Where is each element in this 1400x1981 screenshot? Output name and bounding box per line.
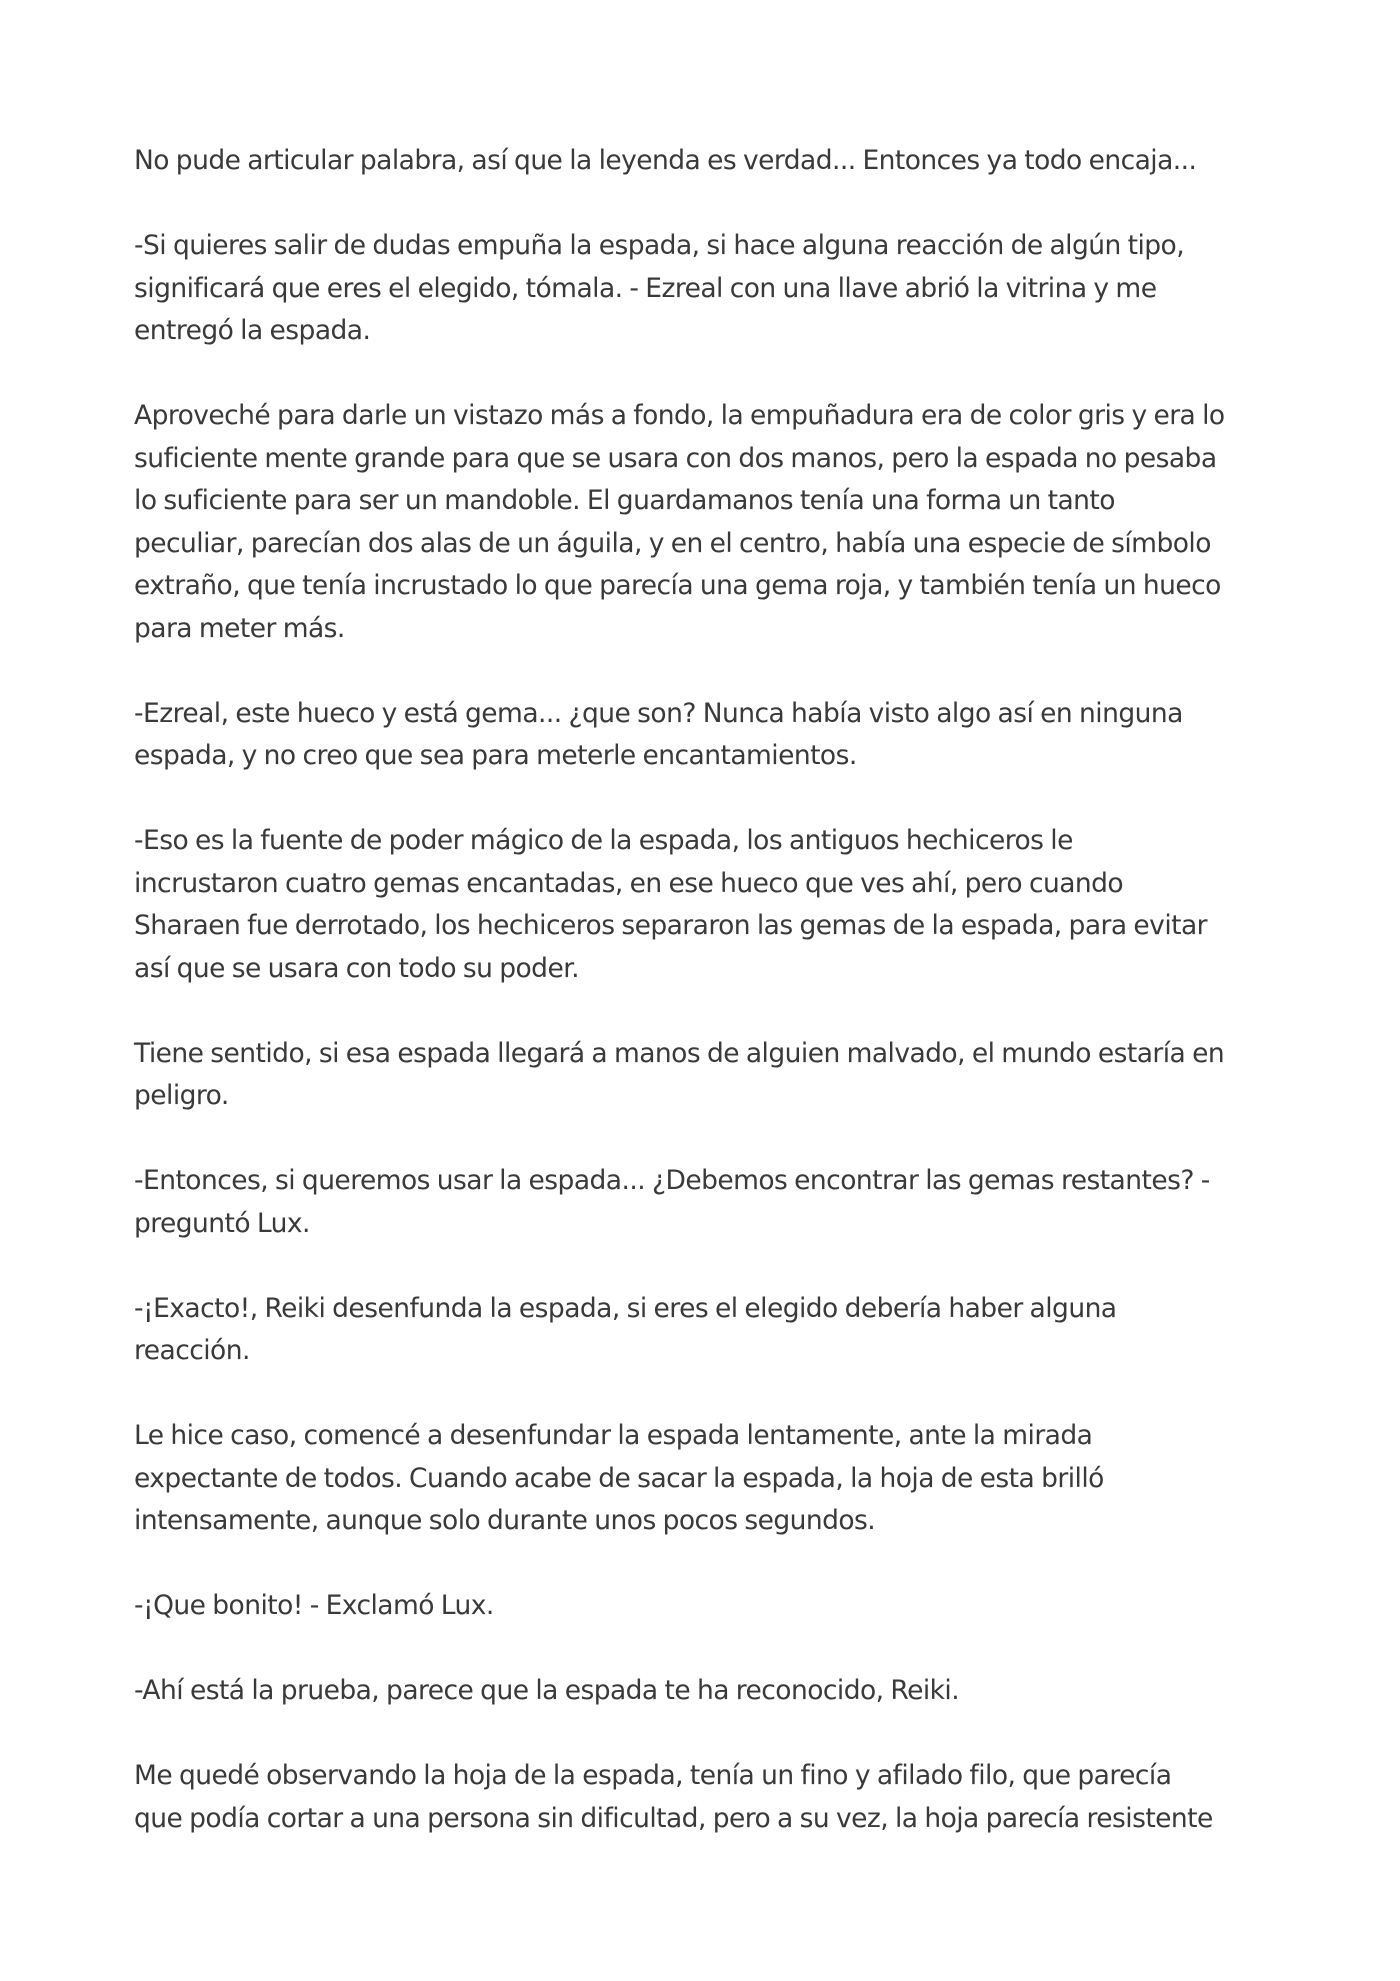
text-line: significará que eres el elegido, tómala. - Ezreal con una llave abrió la vitrina y me <box>134 272 1157 304</box>
paragraph <box>134 1033 1274 1118</box>
text-line: extraño, que tenía incrustado lo que parecía una gema roja, y también tenía un hueco <box>134 570 1221 601</box>
text-line: -Entonces, si queremos usar la espada... ¿Debemos encontrar las gemas restantes? - <box>134 1165 1210 1196</box>
text-line: suficiente mente grande para que se usara con dos manos, pero la espada no pesaba <box>134 442 1217 474</box>
paragraph <box>134 1755 1274 1840</box>
text-line: expectante de todos. Cuando acabe de sacar la espada, la hoja de esta brilló <box>134 1462 1104 1494</box>
text-line: incrustaron cuatro gemas encantadas, en ese hueco que ves ahí, pero cuando <box>134 867 1124 899</box>
paragraph <box>134 1415 1274 1543</box>
paragraph <box>134 1160 1274 1245</box>
paragraph <box>134 1288 1274 1373</box>
paragraph <box>134 395 1274 650</box>
text-line: preguntó Lux. <box>134 1207 310 1239</box>
text-line: -Ezreal, este hueco y está gema... ¿que son? Nunca había visto algo así en ninguna <box>134 697 1183 729</box>
text-line: Me quedé observando la hoja de la espada, tenía un fino y afilado filo, que parecía <box>134 1760 1172 1791</box>
paragraph <box>134 225 1274 353</box>
text-line: entregó la espada. <box>134 315 371 346</box>
text-line: que podía cortar a una persona sin dificultad, pero a su vez, la hoja parecía resistente <box>134 1802 1213 1834</box>
paragraph <box>134 693 1274 778</box>
text-line: peculiar, parecían dos alas de un águila, y en el centro, había una especie de símbolo <box>134 527 1211 559</box>
text-line: -¡Exacto!, Reiki desenfunda la espada, si eres el elegido debería haber alguna <box>134 1292 1117 1324</box>
text-line: Tiene sentido, si esa espada llegará a manos de alguien malvado, el mundo estaría en <box>134 1037 1225 1069</box>
text-line: espada, y no creo que sea para meterle encantamientos. <box>134 740 857 771</box>
document-body <box>134 140 1274 1883</box>
text-line: No pude articular palabra, así que la leyenda es verdad... Entonces ya todo encaja... <box>134 145 1197 176</box>
text-line: Aproveché para darle un vistazo más a fondo, la empuñadura era de color gris y era lo <box>134 400 1225 431</box>
paragraph <box>134 140 1274 183</box>
text-line: lo suficiente para ser un mandoble. El guardamanos tenía una forma un tanto <box>134 485 1115 516</box>
text-line: para meter más. <box>134 612 345 644</box>
paragraph <box>134 820 1274 990</box>
text-line: así que se usara con todo su poder. <box>134 952 579 984</box>
text-line: intensamente, aunque solo durante unos pocos segundos. <box>134 1505 876 1536</box>
text-line: -Ahí está la prueba, parece que la espada te ha reconocido, Reiki. <box>134 1675 960 1706</box>
text-line: -¡Que bonito! - Exclamó Lux. <box>134 1590 494 1621</box>
paragraph <box>134 1670 1274 1713</box>
paragraph <box>134 1585 1274 1628</box>
text-line: -Eso es la fuente de poder mágico de la espada, los antiguos hechiceros le <box>134 825 1073 856</box>
text-line: Le hice caso, comencé a desenfundar la espada lentamente, ante la mirada <box>134 1420 1093 1451</box>
text-line: -Si quieres salir de dudas empuña la espada, si hace alguna reacción de algún tipo, <box>134 230 1185 261</box>
text-line: reacción. <box>134 1335 250 1366</box>
text-line: peligro. <box>134 1080 229 1111</box>
text-line: Sharaen fue derrotado, los hechiceros separaron las gemas de la espada, para evitar <box>134 910 1208 941</box>
